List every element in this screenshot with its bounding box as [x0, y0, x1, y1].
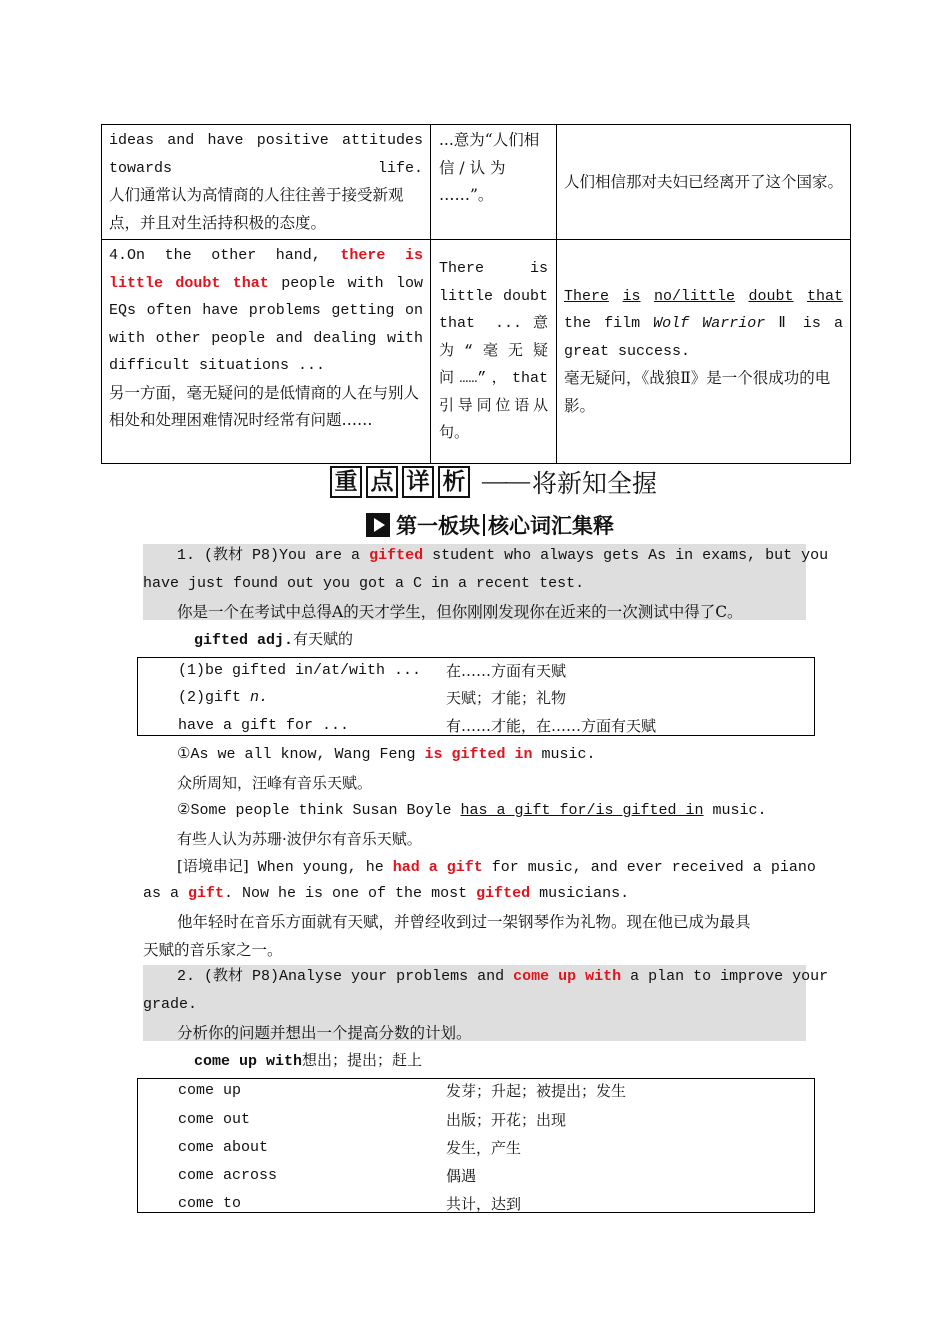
- item-sentence-en-line2: have just found out you got a C in a recent test.: [143, 575, 585, 592]
- usage-key: have a gift for ...: [178, 717, 350, 734]
- usage-key: come across: [178, 1167, 278, 1184]
- heading-char-box: 析: [438, 466, 470, 498]
- context-text: for music, and ever received a piano: [482, 859, 816, 876]
- underlined-word: that: [806, 287, 843, 305]
- highlight-word: gifted: [369, 547, 424, 564]
- usage-value: 发芽；升起；被提出；发生: [446, 1082, 627, 1100]
- usage-row: [138, 1079, 814, 1106]
- item-sentence-zh: 分析你的问题并想出一个提高分数的计划。: [177, 1024, 472, 1042]
- context-text: . Now he is one of the most: [224, 885, 477, 902]
- context-translation: 他年轻时在音乐方面就有天赋，并曾经收到过一架钢琴作为礼物。现在他已成为最具: [177, 913, 751, 931]
- word-head: [194, 1046, 422, 1076]
- usage-value: 出版；开花；出现: [446, 1111, 567, 1129]
- example-en: [564, 283, 843, 366]
- example-text: ②Some people think Susan Boyle: [177, 802, 461, 819]
- block-heading-right: 核心词汇集释: [488, 514, 614, 538]
- sentence-en: ideas and have positive attitudes towards life.: [109, 132, 423, 177]
- sentence-text: 4.On the other hand,: [109, 247, 341, 264]
- item-source: (教材 P8): [204, 968, 280, 985]
- usage-key: come to: [178, 1195, 242, 1212]
- underlined-word: doubt: [748, 287, 794, 305]
- context-label: [语境串记]: [177, 857, 249, 875]
- context-text: When young, he: [248, 859, 393, 876]
- highlight-phrase: there is little doubt that: [109, 247, 424, 292]
- sentence-text: people with low EQs often have problems getting on with other people and dealing with difficult situations ...: [109, 274, 423, 374]
- highlight-phrase: is gifted in: [424, 746, 533, 763]
- usage-value: 天赋；才能；礼物: [446, 689, 567, 707]
- item-sentence-zh: 你是一个在考试中总得A的天才学生，但你刚刚发现你在近来的一次测试中得了C。: [177, 603, 743, 621]
- usage-value: 有……才能，在……方面有天赋: [446, 717, 657, 735]
- underlined-word: is: [622, 287, 641, 305]
- example-sentence: [177, 741, 840, 769]
- context-sentence: [177, 852, 816, 882]
- example-text: music.: [532, 746, 596, 763]
- item-text: You are a: [279, 547, 370, 564]
- example-translation: 有些人认为苏珊·波伊尔有音乐天赋。: [177, 830, 422, 848]
- context-sentence-line2: [143, 880, 806, 908]
- highlight-word: gift: [188, 885, 225, 902]
- divider: [483, 514, 485, 536]
- context-translation-line2: 天赋的音乐家之一。: [143, 941, 283, 959]
- sentence-zh: 人们通常认为高情商的人往往善于接受新观点，并且对生活持积极的态度。: [109, 186, 404, 232]
- note-text: ...意为“人们相信 / 认 为 ……”。: [439, 131, 540, 204]
- underlined-word: There: [564, 287, 610, 305]
- block-heading-left: 第一板块: [396, 514, 480, 538]
- usage-row: [138, 1106, 814, 1134]
- sentence-zh: 另一方面，毫无疑问的是低情商的人在与别人相处和处理困难情况时经常有问题……: [109, 383, 420, 429]
- example-sentence: [177, 797, 840, 825]
- heading-char-box: 详: [402, 466, 434, 498]
- example-translation: 众所周知，汪峰有音乐天赋。: [177, 774, 373, 792]
- block-heading: [366, 510, 614, 540]
- word-head: [194, 625, 353, 655]
- play-icon: [366, 513, 390, 537]
- sentence-en: [109, 242, 423, 380]
- item-number: 1.: [177, 547, 196, 564]
- item-sentence-en: [143, 963, 829, 991]
- example-zh: 人们相信那对夫妇已经离开了这个国家。: [564, 173, 844, 191]
- usage-row: [138, 1134, 814, 1162]
- table-cell-example: [557, 125, 851, 240]
- usage-row: [138, 1190, 814, 1218]
- table-row: [102, 125, 851, 240]
- example-zh: 毫无疑问，《战狼Ⅱ》是一个很成功的电影。: [564, 369, 831, 415]
- example-text: music.: [703, 802, 767, 819]
- usage-value: 在……方面有天赋: [446, 662, 567, 680]
- usage-key-text: (2)gift: [178, 689, 251, 706]
- head-meaning: 有天赋的: [293, 630, 354, 648]
- usage-key: come about: [178, 1139, 269, 1156]
- usage-box: [137, 1078, 815, 1213]
- underlined-word: no/little: [653, 287, 735, 305]
- item-sentence-en-line2: grade.: [143, 996, 198, 1013]
- usage-key-pos: n.: [250, 689, 269, 706]
- highlight-phrase: had a gift: [392, 859, 483, 876]
- usage-row: [138, 684, 814, 712]
- item-sentence-en: [143, 542, 829, 570]
- example-text: ①As we all know, Wang Feng: [177, 746, 425, 763]
- heading-rest: 将新知全握: [532, 469, 658, 498]
- example-text: Ⅱ is a great success.: [564, 315, 843, 360]
- usage-key: [178, 684, 268, 712]
- item-text: student who always gets As in exams, but you: [423, 547, 829, 564]
- table-cell-sentence: [102, 125, 431, 240]
- film-title: Wolf Warrior: [653, 315, 766, 333]
- head-meaning: 想出；提出；赶上: [302, 1051, 423, 1069]
- usage-value: 偶遇: [446, 1167, 477, 1185]
- highlight-phrase: come up with: [513, 968, 622, 985]
- section-heading: [330, 464, 657, 500]
- usage-row: [138, 1162, 814, 1190]
- item-number: 2.: [177, 968, 196, 985]
- table-row: [102, 240, 851, 464]
- item-text: a plan to improve your: [621, 968, 829, 985]
- usage-value: 发生，产生: [446, 1139, 522, 1157]
- usage-key: come out: [178, 1111, 251, 1128]
- underlined-phrase: has a gift for/is gifted in: [460, 802, 704, 819]
- table-cell-example: [557, 240, 851, 464]
- usage-row: [138, 658, 814, 684]
- head-word: gifted adj.: [194, 632, 294, 649]
- highlight-word: gifted: [476, 885, 531, 902]
- example-text: the film: [564, 315, 654, 333]
- item-source: (教材 P8): [204, 547, 280, 564]
- context-text: as a: [143, 885, 189, 902]
- heading-char-box: 点: [366, 466, 398, 498]
- heading-dash: ——: [482, 468, 528, 495]
- note-text: There is little doubt that ...意为“毫无疑问……”，that 引导同位语从句。: [439, 260, 548, 443]
- table-cell-note: [431, 125, 557, 240]
- context-text: musicians.: [530, 885, 630, 902]
- usage-value: 共计，达到: [446, 1195, 522, 1213]
- phrase-table: [101, 124, 851, 464]
- heading-char-box: 重: [330, 466, 362, 498]
- table-cell-sentence: [102, 240, 431, 464]
- usage-key: (1)be gifted in/at/with ...: [178, 662, 422, 679]
- item-text: Analyse your problems and: [279, 968, 514, 985]
- table-cell-note: [431, 240, 557, 464]
- usage-box: [137, 657, 815, 736]
- head-word: come up with: [194, 1053, 303, 1070]
- usage-row: [138, 712, 814, 740]
- usage-key: come up: [178, 1082, 242, 1099]
